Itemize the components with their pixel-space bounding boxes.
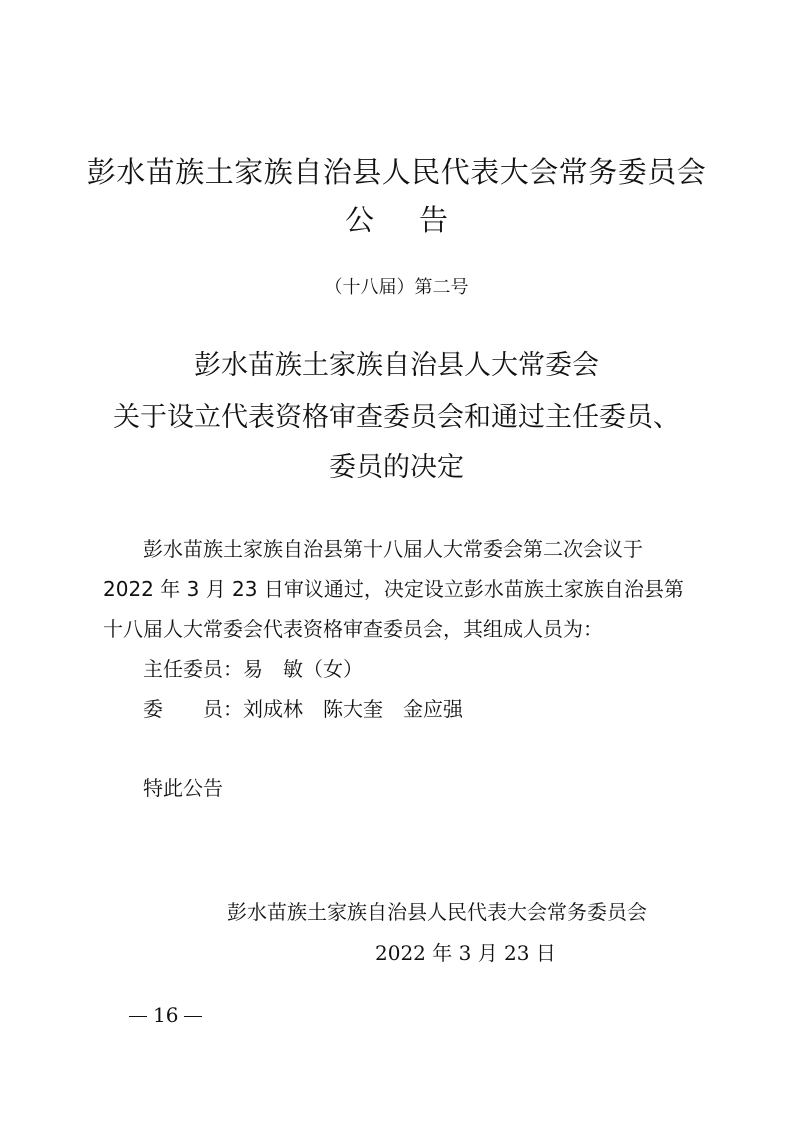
body-line-2: 2022 年 3 月 23 日审议通过，决定设立彭水苗族土家族自治县第 [103,577,684,601]
signature-date: 2022 年 3 月 23 日 [375,941,556,965]
dash-left [129,1016,147,1017]
signature-organization: 彭水苗族土家族自治县人民代表大会常务委员会 [227,900,647,924]
title-line-2: 关于设立代表资格审查委员会和通过主任委员、 [113,402,680,433]
member-name: 陈大奎 [323,697,383,721]
title-line-1: 彭水苗族土家族自治县人大常委会 [194,350,599,381]
chair-name: 易 敏（女） [243,657,363,681]
page-number [123,1003,208,1027]
issuer-heading: 彭水苗族土家族自治县人民代表大会常务委员会 [86,155,707,189]
chair-label: 主任委员： [143,657,243,681]
title-line-3: 委员的决定 [329,452,464,483]
document-number: （十八届）第二号 [324,277,469,298]
members-label-first: 委 [143,697,163,721]
closing-remark: 特此公告 [143,776,223,800]
body-line-1: 彭水苗族土家族自治县第十八届人大常委会第二次会议于 [143,537,643,561]
page-number-value: 16 [153,1003,179,1027]
body-line-3: 十八届人大常委会代表资格审查委员会，其组成人员为： [103,617,603,641]
member-name: 金应强 [403,697,463,721]
members-label-second: 员： [203,697,243,721]
dash-right [184,1016,202,1017]
document-type: 公告 [344,203,493,237]
members-row [143,693,463,722]
chair-row [143,653,363,682]
member-name: 刘成林 [243,697,303,721]
